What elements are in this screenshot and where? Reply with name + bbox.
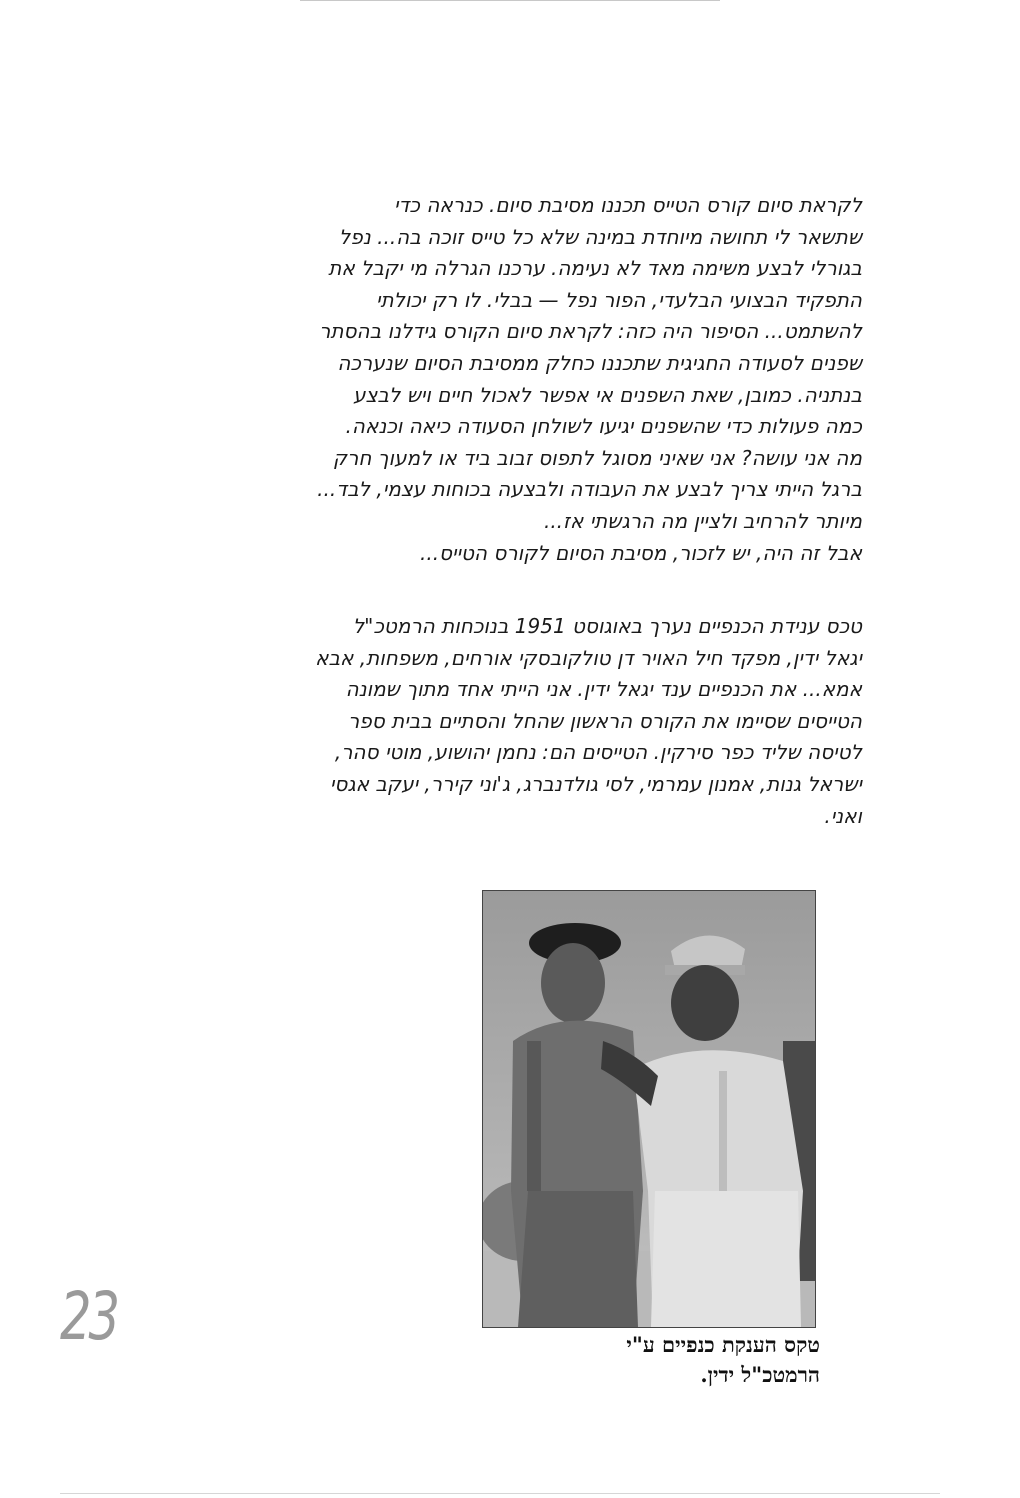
photo-caption [540, 1330, 820, 1390]
bottom-rule [60, 1493, 940, 1494]
paragraph-2-line: אמא... את הכנפיים ענד יגאל ידין. אני הייתי אחד מתוך שמונה [345, 677, 862, 702]
page-number: 23 [60, 1278, 117, 1355]
paragraph-1-line: מיותר להרחיב ולציין מה הרגשתי אז... [543, 508, 862, 533]
paragraph-2-line: ישראל גנות, אמנון עמרמי, לסי גולדנברג, ג'וני קירר, יעקב אגסי [329, 771, 862, 796]
top-rule [300, 0, 720, 1]
paragraph-1-line: להשתמט... הסיפור היה כזה: לקראת סיום הקורס גידלנו בהסתר [319, 319, 862, 344]
caption-line: הרמטכ"ל ידין. [700, 1362, 820, 1387]
paragraph-1 [252, 190, 862, 569]
paragraph-1-line: התפקיד הבצועי הבלעדי, הפור נפל — בבלי. לו רק יכולתי [376, 287, 862, 312]
paragraph-1-line: בנתניה. כמובן, שאת השפנים אי אפשר לאכול חיים ויש לבצע [353, 382, 862, 407]
paragraph-1-line: אבל זה היה, יש לזכור, מסיבת הסיום לקורס הטייס... [419, 540, 862, 565]
paragraph-2-line: יגאל ידין, מפקד חיל האויר דן טולקובסקי אורחים, משפחות, אבא [315, 645, 862, 670]
paragraph-2-line: ואני. [824, 803, 862, 828]
wings-ceremony-photo [482, 890, 816, 1328]
paragraph-1-line: לקראת סיום קורס הטייס תכננו מסיבת סיום. כנראה כדי [394, 193, 862, 217]
caption-line: טקס הענקת כנפיים ע"י [626, 1332, 820, 1357]
paragraph-2-line: לטיסה שליד כפר סירקין. הטייסים הם: נחמן יהושוע, מוטי סהר, [334, 740, 862, 765]
paragraph-2-line: הטייסים שסיימו את הקורס הראשון שהחל והסתיים בבית ספר [348, 708, 862, 733]
paragraph-1-line: כמה פעולות כדי שהשפנים יגיעו לשולחן הסעודה כיאה וכנאה. [345, 414, 862, 439]
paragraph-1-line: ברגל הייתי צריך לבצע את העבודה ולבצעה בכוחות עצמי, לבד... [317, 477, 862, 502]
paragraph-2 [252, 611, 862, 832]
photo-illustration [483, 891, 815, 1327]
paragraph-1-line: שתשאר לי תחושה מיוחדת במינה שלא כל טייס זוכה בה... נפל [338, 224, 862, 249]
paragraph-2-line: טכס ענידת הכנפיים נערך באוגוסט 1951 בנוכחות הרמטכ"ל [352, 614, 862, 638]
paragraph-1-line: בגורלי לבצע משימה מאד לא נעימה. ערכנו הגרלה מי יקבל את [328, 256, 862, 281]
paragraph-1-line: שפנים לסעודה החגיגית שתכננו כחלק ממסיבת הסיום שנערכה [337, 350, 862, 375]
paragraph-1-line: מה אני עושה? אני שאיני מסוגל לתפוס זבוב ביד או למעוך חרק [332, 445, 862, 470]
